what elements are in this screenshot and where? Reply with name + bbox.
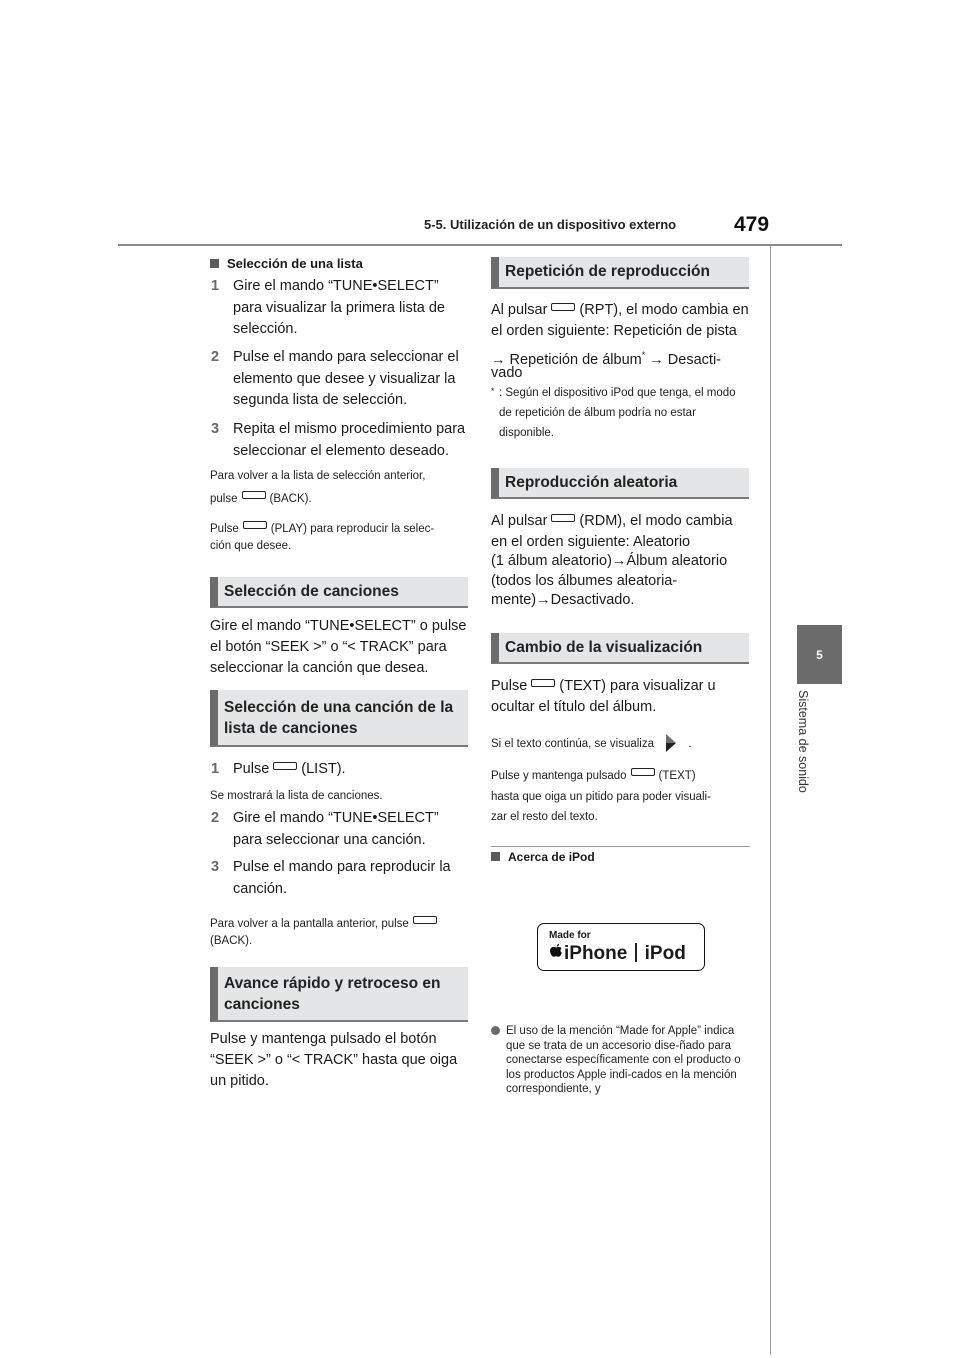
list-back-line1: Para volver a la pantalla anterior, pulse — [210, 916, 441, 932]
hold-line2: hasta que oiga un pitido para poder visuali- — [491, 791, 711, 803]
step-item: 3 Repita el mismo procedimiento para seleccionar el elemento deseado. — [211, 421, 466, 459]
chapter-number: 5 — [816, 647, 823, 662]
chapter-tab — [797, 625, 842, 684]
side-tab-rule — [770, 245, 771, 1355]
note-play-line2: ción que desee. — [210, 540, 292, 552]
button-icon — [531, 679, 555, 687]
header-rule — [118, 244, 842, 246]
square-bullet-icon — [491, 852, 500, 861]
repeat-line1: Al pulsar (RPT), el modo cambia en — [491, 302, 749, 318]
list-note: Se mostrará la lista de canciones. — [210, 790, 383, 802]
display-line2: ocultar el título del álbum. — [491, 699, 657, 715]
hold-line3: zar el resto del texto. — [491, 811, 598, 823]
chapter-label: Sistema de sonido — [796, 690, 810, 793]
button-icon — [273, 762, 297, 770]
display-line1: Pulse (TEXT) para visualizar u — [491, 678, 716, 694]
random-line4: (todos los álbumes aleatoria- — [491, 573, 678, 589]
random-line3: (1 álbum aleatorio)→Álbum aleatorio — [491, 553, 728, 569]
continue-arrow-icon — [661, 733, 681, 753]
button-icon — [551, 514, 575, 522]
section-heading-songs: Selección de canciones — [210, 577, 468, 608]
random-line5: mente)→Desactivado. — [491, 592, 635, 608]
step-item: 1 Gire el mando “TUNE•SELECT” para visualizar la primera lista de selección. — [211, 278, 445, 337]
button-icon — [551, 303, 575, 311]
sub-heading-ipod: Acerca de iPod — [491, 850, 595, 864]
step-item: 2 Pulse el mando para seleccionar el elemento que desee y visualizar la segunda lista de selección. — [211, 349, 459, 408]
running-header: 5-5. Utilización de un dispositivo externo — [424, 217, 677, 232]
note-back-line1: Para volver a la lista de selección anterior, — [210, 470, 426, 482]
songs-paragraph: Gire el mando “TUNE•SELECT” o pulse el botón “SEEK >” o “< TRACK” para seleccionar la canción que desea. — [210, 618, 467, 676]
ipod-bullet-item: El uso de la mención “Made for Apple” indica que se trata de un accesorio dise-ñado para conectarse específicamente con el producto o los productos Apple indi-cados en la mención correspondiente, y — [491, 1024, 753, 1097]
random-line1: Al pulsar (RDM), el modo cambia — [491, 513, 733, 529]
button-icon — [631, 768, 655, 776]
footnote: * : Según el dispositivo iPod que tenga, el modo de repetición de álbum podría no estar disponible. — [491, 386, 736, 439]
button-icon — [413, 916, 437, 924]
round-bullet-icon — [491, 1026, 500, 1035]
note-play-line1: Pulse (PLAY) para reproducir la selec- — [210, 523, 435, 535]
made-for-apple-badge: Made for iPhone iPod — [537, 923, 705, 971]
hold-line1: Pulse y mantenga pulsado (TEXT) — [491, 770, 696, 782]
random-line2: en el orden siguiente: Aleatorio — [491, 534, 691, 550]
step-item: 3 Pulse el mando para reproducir la canción. — [211, 859, 451, 897]
section-heading-random: Reproducción aleatoria — [491, 468, 749, 499]
square-bullet-icon — [210, 259, 219, 268]
list-back-line2: (BACK). — [210, 935, 253, 947]
step-item: 2 Gire el mando “TUNE•SELECT” para seleccionar una canción. — [211, 810, 439, 848]
continue-note: Si el texto continúa, se visualiza . — [491, 733, 692, 753]
step-item: 1 Pulse (LIST). — [211, 761, 346, 777]
separator-line — [491, 846, 750, 847]
ff-paragraph: Pulse y mantenga pulsado el botón “SEEK >” o “< TRACK” hasta que oiga un pitido. — [210, 1031, 458, 1089]
repeat-line4: vado — [491, 365, 523, 381]
section-heading-ff: Avance rápido y retroceso en canciones — [210, 967, 468, 1022]
button-icon — [242, 491, 266, 499]
repeat-line2: el orden siguiente: Repetición de pista — [491, 323, 737, 339]
page-number: 479 — [734, 213, 770, 236]
section-heading-repeat: Repetición de reproducción — [491, 257, 749, 289]
section-heading-display: Cambio de la visualización — [491, 633, 749, 664]
badge-divider — [635, 943, 636, 962]
repeat-line3: → Repetición de álbum* → Desacti- — [491, 350, 721, 368]
button-icon — [243, 521, 267, 529]
sub-heading-list: Selección de una lista — [210, 256, 363, 271]
section-heading-song-list: Selección de una canción de la lista de canciones — [210, 690, 468, 747]
note-back-line2: pulse (BACK). — [210, 493, 312, 505]
apple-logo-icon — [549, 943, 564, 961]
